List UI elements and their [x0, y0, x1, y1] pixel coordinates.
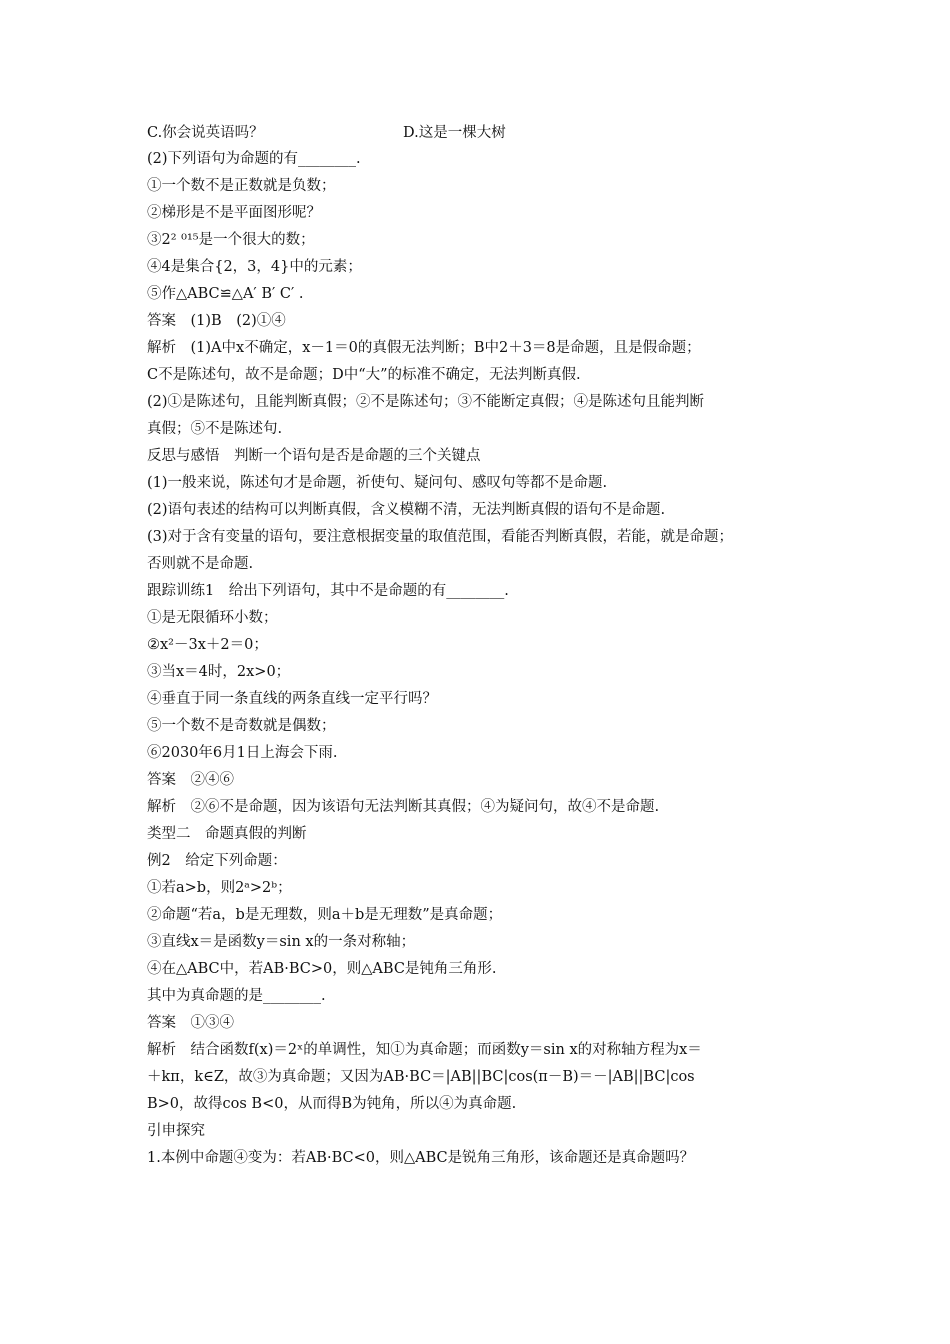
- item: ③当x＝4时，2x>0；: [147, 664, 291, 680]
- analysis-cont: ＋kπ，k∈Z，故③为真命题；又因为AB·BC＝|AB||BC|cos(π－B)＝－|AB||BC|cos: [147, 1069, 695, 1085]
- item: ④在△ABC中，若AB·BC>0，则△ABC是钝角三角形.: [147, 961, 497, 977]
- exercise-heading: 跟踪训练1 给出下列语句，其中不是命题的有________.: [147, 583, 509, 599]
- reflection-point: (2)语句表述的结构可以判断真假，含义模糊不清，无法判断真假的语句不是命题.: [147, 502, 666, 518]
- reflection-point: (3)对于含有变量的语句，要注意根据变量的取值范围，看能否判断真假，若能，就是命题；: [147, 529, 734, 545]
- item: ④垂直于同一条直线的两条直线一定平行吗？: [147, 691, 437, 707]
- extension-heading: 引申探究: [147, 1123, 205, 1139]
- analysis-cont: B>0，故得cos B<0，从而得B为钝角，所以④为真命题.: [147, 1096, 517, 1112]
- extension-question: 1.本例中命题④变为：若AB·BC<0，则△ABC是锐角三角形，该命题还是真命题吗？: [147, 1150, 695, 1166]
- analysis-cont: C不是陈述句，故不是命题；D中“大”的标准不确定，无法判断真假.: [147, 367, 581, 383]
- analysis-2: (2)①是陈述句，且能判断真假；②不是陈述句；③不能断定真假；④是陈述句且能判断: [147, 394, 705, 410]
- reflection-heading: 反思与感悟 判断一个语句是否是命题的三个关键点: [147, 448, 481, 464]
- item: ⑥2030年6月1日上海会下雨.: [147, 745, 338, 761]
- question-2: (2)下列语句为命题的有________.: [147, 151, 361, 167]
- section-heading: 类型二 命题真假的判断: [147, 826, 307, 842]
- item: ①一个数不是正数就是负数；: [147, 178, 336, 194]
- item: ②x²－3x＋2＝0；: [147, 637, 268, 653]
- answer: 答案 ①③④: [147, 1015, 234, 1031]
- option-c: C.你会说英语吗？: [147, 125, 264, 141]
- item: ①是无限循环小数；: [147, 610, 278, 626]
- analysis: 解析 结合函数f(x)＝2ˣ的单调性，知①为真命题；而函数y＝sin x的对称轴方程为x＝: [147, 1042, 702, 1058]
- item: ①若a>b，则2ᵃ>2ᵇ；: [147, 880, 292, 896]
- item: ②命题“若a，b是无理数，则a＋b是无理数”是真命题；: [147, 907, 503, 923]
- item: ②梯形是不是平面图形呢？: [147, 205, 321, 221]
- item: ⑤作△ABC≌△A′ B′ C′ .: [147, 286, 304, 302]
- reflection-point: (1)一般来说，陈述句才是命题，祈使句、疑问句、感叹句等都不是命题.: [147, 475, 608, 491]
- item: ⑤一个数不是奇数就是偶数；: [147, 718, 336, 734]
- question: 其中为真命题的是________.: [147, 988, 326, 1004]
- analysis: 解析 ②⑥不是命题，因为该语句无法判断其真假；④为疑问句，故④不是命题.: [147, 799, 660, 815]
- answer: 答案 (1)B (2)①④: [147, 313, 286, 329]
- answer: 答案 ②④⑥: [147, 772, 234, 788]
- example-heading: 例2 给定下列命题：: [147, 853, 287, 869]
- item: ③直线x＝是函数y＝sin x的一条对称轴；: [147, 934, 416, 950]
- item: ④4是集合{2，3，4}中的元素；: [147, 259, 362, 275]
- option-d: D.这是一棵大树: [403, 125, 506, 141]
- reflection-point-cont: 否则就不是命题.: [147, 556, 254, 572]
- analysis: 解析 (1)A中x不确定，x－1＝0的真假无法判断；B中2＋3＝8是命题，且是假命题；: [147, 340, 701, 356]
- item: ③2² ⁰¹⁵是一个很大的数；: [147, 232, 315, 248]
- analysis-2-cont: 真假；⑤不是陈述句.: [147, 421, 283, 437]
